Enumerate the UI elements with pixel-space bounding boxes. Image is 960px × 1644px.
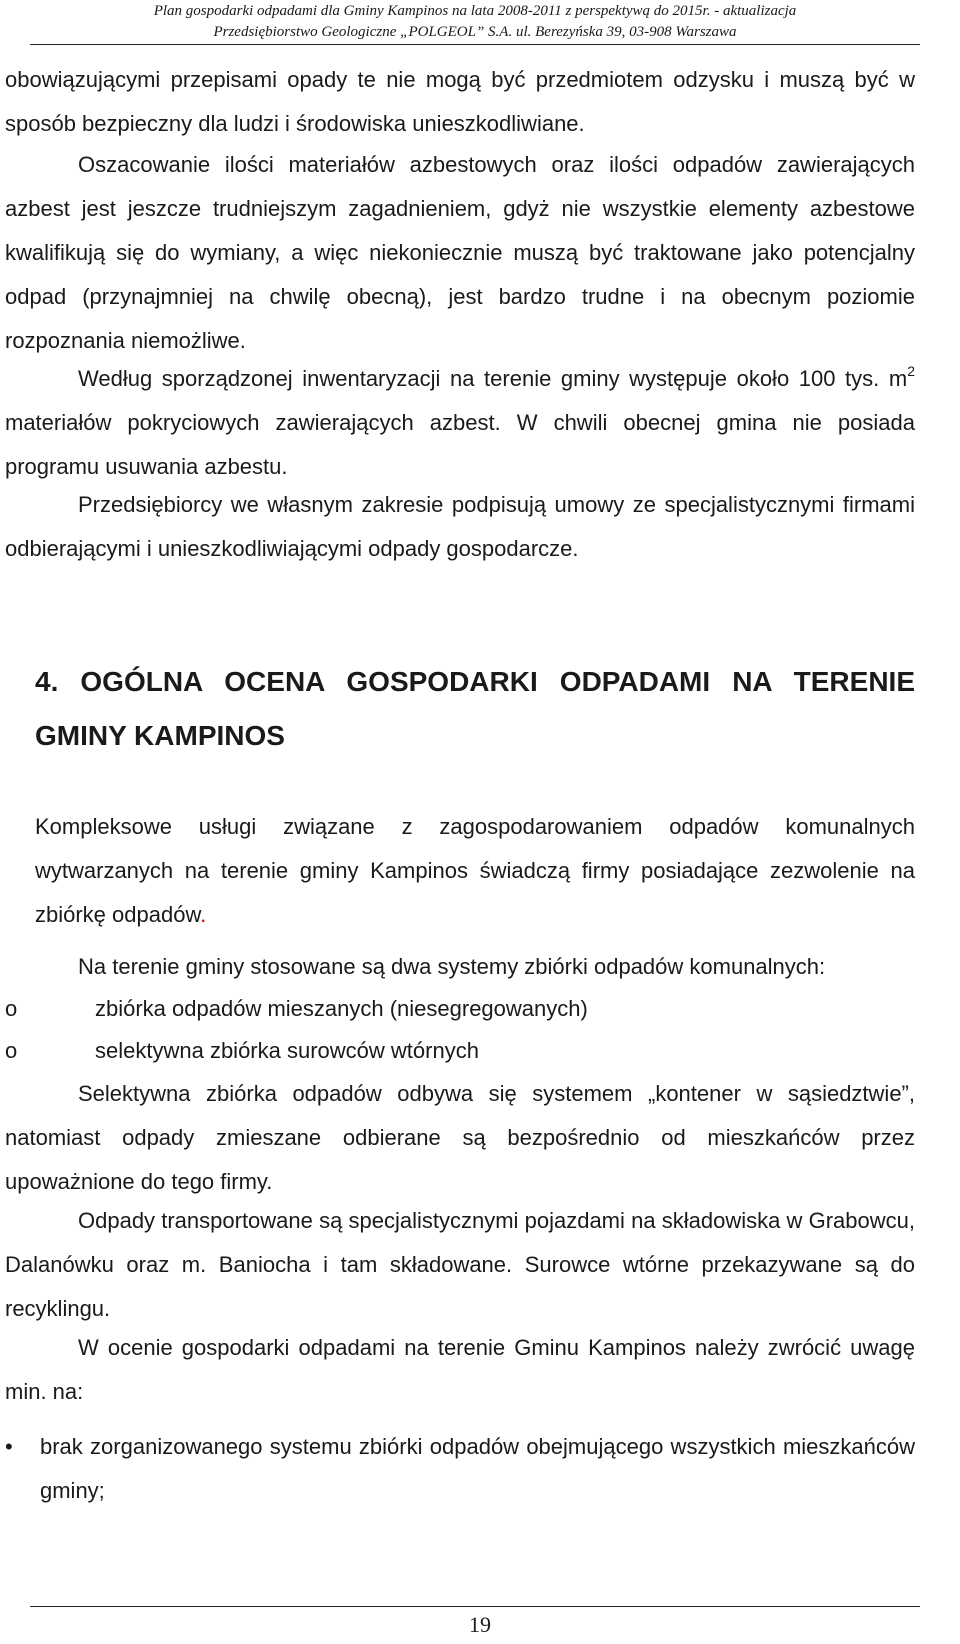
bullet-dot-icon: •	[5, 1434, 13, 1459]
paragraph-continuation: obowiązującymi przepisami opady te nie mogą być przedmiotem odzysku i muszą być w sposób bezpieczny dla ludzi i środowiska unieszkodliwiane.	[5, 67, 915, 136]
list-item: • brak zorganizowanego systemu zbiórki odpadów obejmującego wszystkich mieszkańców gminy;	[5, 1425, 915, 1513]
section-heading: 4. OGÓLNA OCENA GOSPODARKI ODPADAMI NA TERENIE GMINY KAMPINOS	[35, 666, 915, 751]
header-company: Przedsiębiorstwo Geologiczne „POLGEOL” S.A. ul. Berezyńska 39, 03-908 Warszawa	[213, 24, 737, 40]
paragraph-systems-intro: Na terenie gminy stosowane są dwa systemy zbiórki odpadów komunalnych:	[78, 954, 826, 979]
superscript-2: 2	[907, 363, 915, 379]
paragraph-selective-collection: Selektywna zbiórka odpadów odbywa się systemem „kontener w sąsiedztwie”, natomiast odpady zmieszane odbierane są bezpośrednio od mieszkańców przez upoważnione do tego firmy.	[5, 1081, 915, 1194]
paragraph-entrepreneurs: Przedsiębiorcy we własnym zakresie podpisują umowy ze specjalistycznymi firmami odbierającymi i unieszkodliwiającymi odpady gospodarcze.	[5, 492, 915, 561]
paragraph-services: Kompleksowe usługi związane z zagospodarowaniem odpadów komunalnych wytwarzanych na terenie gminy Kampinos świadczą firmy posiadające zezwolenie na zbiórkę odpadów.	[35, 814, 915, 927]
paragraph-assessment: W ocenie gospodarki odpadami na terenie Gminu Kampinos należy zwrócić uwagę min. na:	[5, 1335, 915, 1404]
circle-bullet-icon: o	[5, 1038, 18, 1063]
paragraph-transport: Odpady transportowane są specjalistycznymi pojazdami na składowiska w Grabowcu, Dalanówku oraz m. Baniocha i tam składowane. Surowce wtórne przekazywane są do recyklingu.	[5, 1208, 915, 1321]
paragraph-asbestos-estimate: Oszacowanie ilości materiałów azbestowych oraz ilości odpadów zawierających azbest jest jeszcze trudniejszym zagadnieniem, gdyż nie wszystkie elementy azbestowe kwalifikują się do wymiany, a więc niekoniecznie muszą być traktowane jako potencjalny odpad (przynajmniej na chwilę obecną), jest bardzo trudne i na obecnym poziomie rozpoznania niemożliwe.	[5, 152, 915, 353]
circle-bullet-icon: o	[5, 996, 18, 1021]
page-number: 19	[469, 1612, 491, 1637]
page-header	[30, 0, 920, 45]
paragraph-inventory: Według sporządzonej inwentaryzacji na terenie gminy występuje około 100 tys. $m^2$ materiałów pokryciowych zawierających azbest. W chwili obecnej gmina nie posiada programu usuwania azbestu.	[5, 363, 915, 479]
footer-divider	[30, 1606, 920, 1607]
header-title: Plan gospodarki odpadami dla Gminy Kampinos na lata 2008-2011 z perspektywą do 2015r. - aktualizacja	[153, 3, 797, 19]
